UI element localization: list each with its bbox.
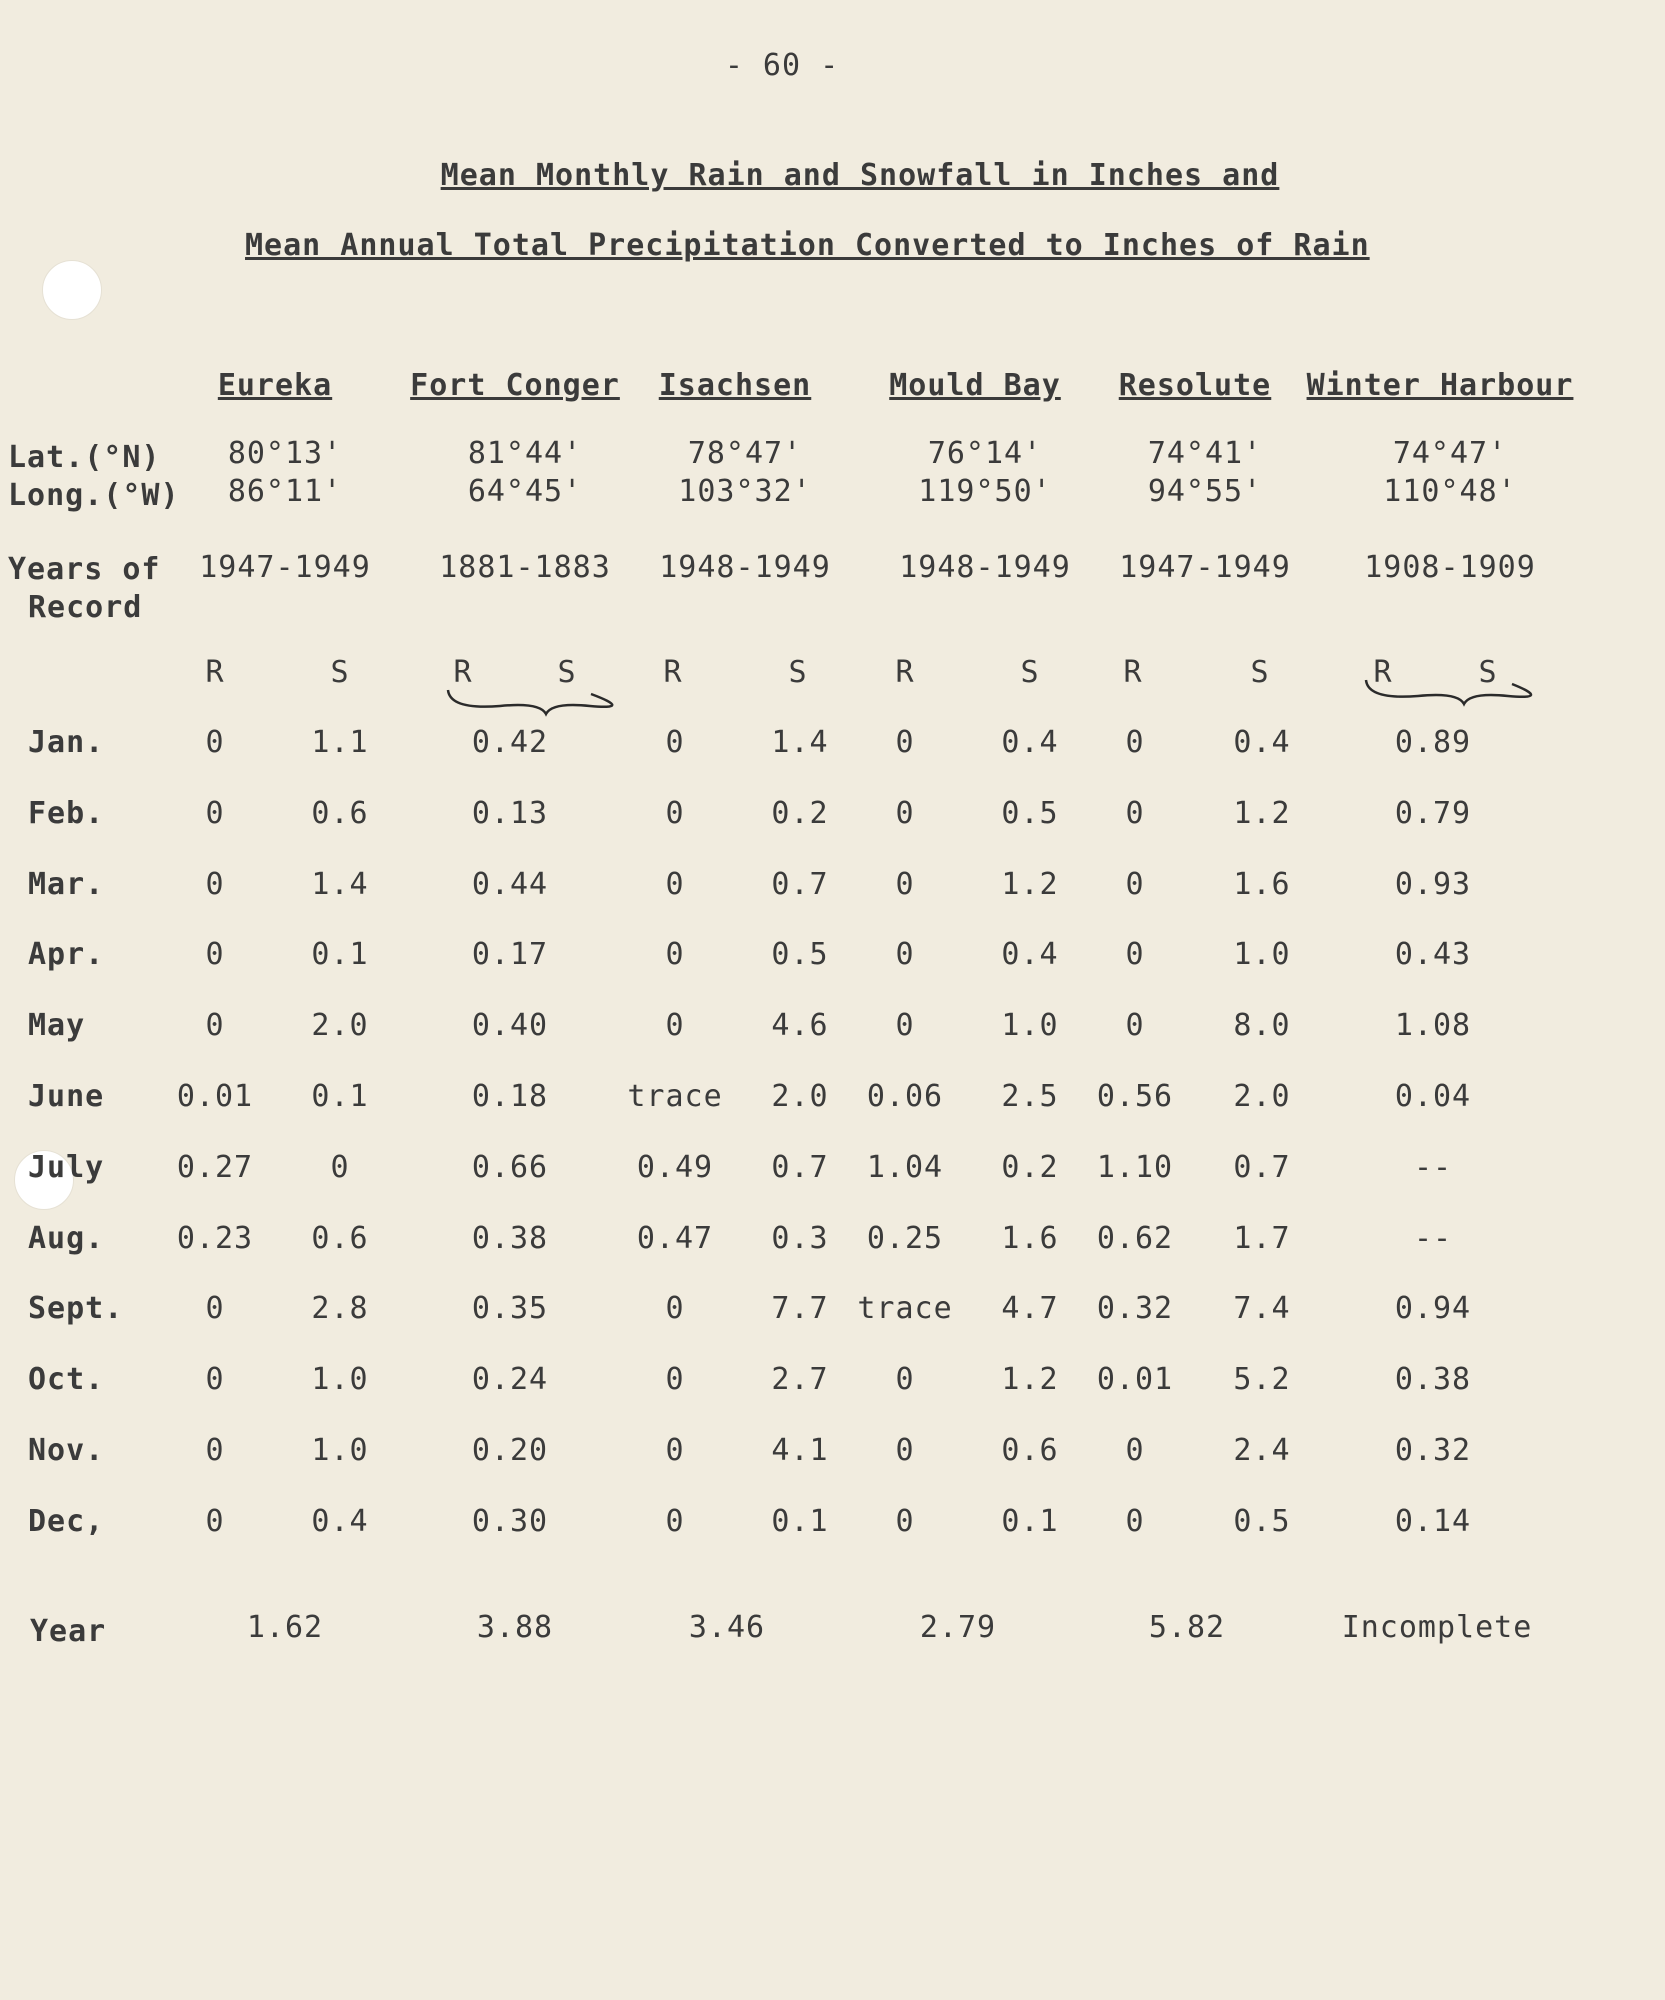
- cell-10-4: 4.1: [771, 1433, 829, 1468]
- year-total-label: Year: [30, 1614, 107, 1649]
- cell-2-5: 0: [895, 867, 915, 902]
- cell-11-6: 0.1: [1001, 1504, 1059, 1539]
- rs-header-9: S: [1250, 655, 1270, 690]
- station-long-3: 119°50': [918, 474, 1052, 509]
- rs-header-8: R: [1123, 655, 1143, 690]
- month-label-2: Mar.: [28, 867, 105, 902]
- cell-10-6: 0.6: [1001, 1433, 1059, 1468]
- cell-3-1: 0.1: [311, 937, 369, 972]
- station-lat-1: 81°44': [467, 436, 583, 471]
- cell-4-7: 0: [1125, 1008, 1145, 1043]
- cell-5-0: 0.01: [176, 1079, 254, 1114]
- cell-2-6: 1.2: [1001, 867, 1059, 902]
- cell-8-2: 0.35: [471, 1291, 549, 1326]
- bracket-winter-harbour: [1366, 680, 1531, 704]
- cell-9-3: 0: [665, 1362, 685, 1397]
- cell-5-5: 0.06: [866, 1079, 944, 1114]
- rs-header-4: R: [663, 655, 683, 690]
- cell-6-2: 0.66: [471, 1150, 549, 1185]
- cell-3-8: 1.0: [1233, 937, 1291, 972]
- cell-7-8: 1.7: [1233, 1221, 1291, 1256]
- cell-8-7: 0.32: [1096, 1291, 1174, 1326]
- cell-3-5: 0: [895, 937, 915, 972]
- cell-3-2: 0.17: [471, 937, 549, 972]
- station-lat-0: 80°13': [227, 436, 343, 471]
- cell-0-2: 0.42: [471, 725, 549, 760]
- station-year-total-4: 5.82: [1148, 1610, 1226, 1645]
- cell-4-5: 0: [895, 1008, 915, 1043]
- cell-8-4: 7.7: [771, 1291, 829, 1326]
- station-long-2: 103°32': [678, 474, 812, 509]
- station-long-0: 86°11': [227, 474, 343, 509]
- cell-0-7: 0: [1125, 725, 1145, 760]
- station-long-5: 110°48': [1383, 474, 1517, 509]
- cell-5-3: trace: [627, 1079, 723, 1114]
- cell-7-7: 0.62: [1096, 1221, 1174, 1256]
- cell-3-4: 0.5: [771, 937, 829, 972]
- month-label-4: May: [28, 1008, 86, 1043]
- station-years-4: 1947-1949: [1119, 550, 1291, 585]
- month-label-7: Aug.: [28, 1221, 105, 1256]
- station-year-total-5: Incomplete: [1341, 1610, 1533, 1645]
- cell-10-2: 0.20: [471, 1433, 549, 1468]
- years-label-line1: Years of: [8, 552, 161, 587]
- month-label-5: June: [28, 1079, 105, 1114]
- cell-6-9: --: [1413, 1150, 1453, 1185]
- cell-6-0: 0.27: [176, 1150, 254, 1185]
- rs-header-1: S: [330, 655, 350, 690]
- cell-4-1: 2.0: [311, 1008, 369, 1043]
- cell-1-9: 0.79: [1394, 796, 1472, 831]
- cell-7-4: 0.3: [771, 1221, 829, 1256]
- cell-11-7: 0: [1125, 1504, 1145, 1539]
- cell-2-3: 0: [665, 867, 685, 902]
- station-name-2: Isachsen: [658, 368, 812, 403]
- cell-2-8: 1.6: [1233, 867, 1291, 902]
- rs-header-0: R: [205, 655, 225, 690]
- cell-9-9: 0.38: [1394, 1362, 1472, 1397]
- cell-4-9: 1.08: [1394, 1008, 1472, 1043]
- cell-9-8: 5.2: [1233, 1362, 1291, 1397]
- cell-10-7: 0: [1125, 1433, 1145, 1468]
- cell-7-6: 1.6: [1001, 1221, 1059, 1256]
- cell-8-3: 0: [665, 1291, 685, 1326]
- cell-8-0: 0: [205, 1291, 225, 1326]
- cell-11-0: 0: [205, 1504, 225, 1539]
- cell-3-6: 0.4: [1001, 937, 1059, 972]
- station-name-5: Winter Harbour: [1306, 368, 1574, 403]
- cell-3-7: 0: [1125, 937, 1145, 972]
- cell-1-8: 1.2: [1233, 796, 1291, 831]
- station-lat-3: 76°14': [927, 436, 1043, 471]
- cell-0-6: 0.4: [1001, 725, 1059, 760]
- cell-10-9: 0.32: [1394, 1433, 1472, 1468]
- cell-1-4: 0.2: [771, 796, 829, 831]
- station-lat-5: 74°47': [1392, 436, 1508, 471]
- station-long-1: 64°45': [467, 474, 583, 509]
- cell-0-3: 0: [665, 725, 685, 760]
- cell-1-3: 0: [665, 796, 685, 831]
- cell-7-9: --: [1413, 1221, 1453, 1256]
- page-number: - 60 -: [724, 48, 840, 83]
- cell-7-5: 0.25: [866, 1221, 944, 1256]
- cell-8-9: 0.94: [1394, 1291, 1472, 1326]
- cell-5-9: 0.04: [1394, 1079, 1472, 1114]
- years-label-line2: Record: [28, 590, 143, 625]
- long-label: Long.(°W): [8, 478, 180, 513]
- cell-6-8: 0.7: [1233, 1150, 1291, 1185]
- station-long-4: 94°55': [1147, 474, 1263, 509]
- month-label-8: Sept.: [28, 1291, 124, 1326]
- month-label-0: Jan.: [28, 725, 105, 760]
- cell-1-2: 0.13: [471, 796, 549, 831]
- rs-header-10: R: [1373, 655, 1393, 690]
- cell-6-1: 0: [330, 1150, 350, 1185]
- cell-5-6: 2.5: [1001, 1079, 1059, 1114]
- cell-7-2: 0.38: [471, 1221, 549, 1256]
- station-years-3: 1948-1949: [899, 550, 1071, 585]
- cell-9-5: 0: [895, 1362, 915, 1397]
- cell-9-0: 0: [205, 1362, 225, 1397]
- cell-5-4: 2.0: [771, 1079, 829, 1114]
- cell-11-2: 0.30: [471, 1504, 549, 1539]
- cell-2-7: 0: [1125, 867, 1145, 902]
- month-label-3: Apr.: [28, 937, 105, 972]
- station-years-0: 1947-1949: [199, 550, 371, 585]
- cell-2-0: 0: [205, 867, 225, 902]
- cell-5-1: 0.1: [311, 1079, 369, 1114]
- cell-11-4: 0.1: [771, 1504, 829, 1539]
- cell-0-4: 1.4: [771, 725, 829, 760]
- cell-10-1: 1.0: [311, 1433, 369, 1468]
- cell-4-4: 4.6: [771, 1008, 829, 1043]
- station-years-5: 1908-1909: [1364, 550, 1536, 585]
- month-label-11: Dec,: [28, 1504, 105, 1539]
- cell-0-5: 0: [895, 725, 915, 760]
- station-years-1: 1881-1883: [439, 550, 611, 585]
- rs-header-7: S: [1020, 655, 1040, 690]
- cell-6-7: 1.10: [1096, 1150, 1174, 1185]
- cell-9-1: 1.0: [311, 1362, 369, 1397]
- cell-4-6: 1.0: [1001, 1008, 1059, 1043]
- station-name-1: Fort Conger: [410, 368, 620, 403]
- cell-1-0: 0: [205, 796, 225, 831]
- cell-4-2: 0.40: [471, 1008, 549, 1043]
- cell-5-8: 2.0: [1233, 1079, 1291, 1114]
- cell-6-6: 0.2: [1001, 1150, 1059, 1185]
- rs-header-3: S: [557, 655, 577, 690]
- cell-4-8: 8.0: [1233, 1008, 1291, 1043]
- cell-4-3: 0: [665, 1008, 685, 1043]
- cell-1-1: 0.6: [311, 796, 369, 831]
- cell-11-9: 0.14: [1394, 1504, 1472, 1539]
- cell-11-8: 0.5: [1233, 1504, 1291, 1539]
- cell-9-6: 1.2: [1001, 1362, 1059, 1397]
- cell-0-1: 1.1: [311, 725, 369, 760]
- station-year-total-0: 1.62: [246, 1610, 324, 1645]
- rs-header-11: S: [1478, 655, 1498, 690]
- station-year-total-2: 3.46: [688, 1610, 766, 1645]
- cell-2-4: 0.7: [771, 867, 829, 902]
- cell-8-5: trace: [857, 1291, 953, 1326]
- month-label-10: Nov.: [28, 1433, 105, 1468]
- cell-8-8: 7.4: [1233, 1291, 1291, 1326]
- title-line-2: Mean Annual Total Precipitation Converted to Inches of Rain: [245, 228, 1370, 263]
- cell-10-8: 2.4: [1233, 1433, 1291, 1468]
- cell-5-2: 0.18: [471, 1079, 549, 1114]
- cell-4-0: 0: [205, 1008, 225, 1043]
- cell-9-7: 0.01: [1096, 1362, 1174, 1397]
- cell-0-8: 0.4: [1233, 725, 1291, 760]
- station-lat-4: 74°41': [1147, 436, 1263, 471]
- cell-2-1: 1.4: [311, 867, 369, 902]
- cell-7-1: 0.6: [311, 1221, 369, 1256]
- station-name-0: Eureka: [217, 368, 333, 403]
- station-years-2: 1948-1949: [659, 550, 831, 585]
- cell-9-4: 2.7: [771, 1362, 829, 1397]
- cell-2-9: 0.93: [1394, 867, 1472, 902]
- cell-11-3: 0: [665, 1504, 685, 1539]
- cell-0-0: 0: [205, 725, 225, 760]
- cell-6-3: 0.49: [636, 1150, 714, 1185]
- cell-1-7: 0: [1125, 796, 1145, 831]
- cell-1-5: 0: [895, 796, 915, 831]
- lat-label: Lat.(°N): [8, 440, 161, 475]
- cell-11-5: 0: [895, 1504, 915, 1539]
- cell-3-9: 0.43: [1394, 937, 1472, 972]
- cell-11-1: 0.4: [311, 1504, 369, 1539]
- rs-header-2: R: [453, 655, 473, 690]
- month-label-1: Feb.: [28, 796, 105, 831]
- rs-header-5: S: [788, 655, 808, 690]
- cell-5-7: 0.56: [1096, 1079, 1174, 1114]
- cell-2-2: 0.44: [471, 867, 549, 902]
- cell-8-6: 4.7: [1001, 1291, 1059, 1326]
- station-name-3: Mould Bay: [889, 368, 1061, 403]
- month-label-6: July: [28, 1150, 105, 1185]
- cell-7-3: 0.47: [636, 1221, 714, 1256]
- station-year-total-1: 3.88: [476, 1610, 554, 1645]
- cell-9-2: 0.24: [471, 1362, 549, 1397]
- title-line-1: Mean Monthly Rain and Snowfall in Inches and: [440, 158, 1280, 193]
- rs-header-6: R: [895, 655, 915, 690]
- station-name-4: Resolute: [1118, 368, 1272, 403]
- cell-10-5: 0: [895, 1433, 915, 1468]
- bracket-fort-conger: [448, 690, 612, 714]
- cell-3-3: 0: [665, 937, 685, 972]
- cell-6-4: 0.7: [771, 1150, 829, 1185]
- cell-7-0: 0.23: [176, 1221, 254, 1256]
- station-year-total-3: 2.79: [919, 1610, 997, 1645]
- cell-8-1: 2.8: [311, 1291, 369, 1326]
- month-label-9: Oct.: [28, 1362, 105, 1397]
- cell-3-0: 0: [205, 937, 225, 972]
- cell-1-6: 0.5: [1001, 796, 1059, 831]
- cell-10-0: 0: [205, 1433, 225, 1468]
- cell-0-9: 0.89: [1394, 725, 1472, 760]
- cell-10-3: 0: [665, 1433, 685, 1468]
- cell-6-5: 1.04: [866, 1150, 944, 1185]
- station-lat-2: 78°47': [687, 436, 803, 471]
